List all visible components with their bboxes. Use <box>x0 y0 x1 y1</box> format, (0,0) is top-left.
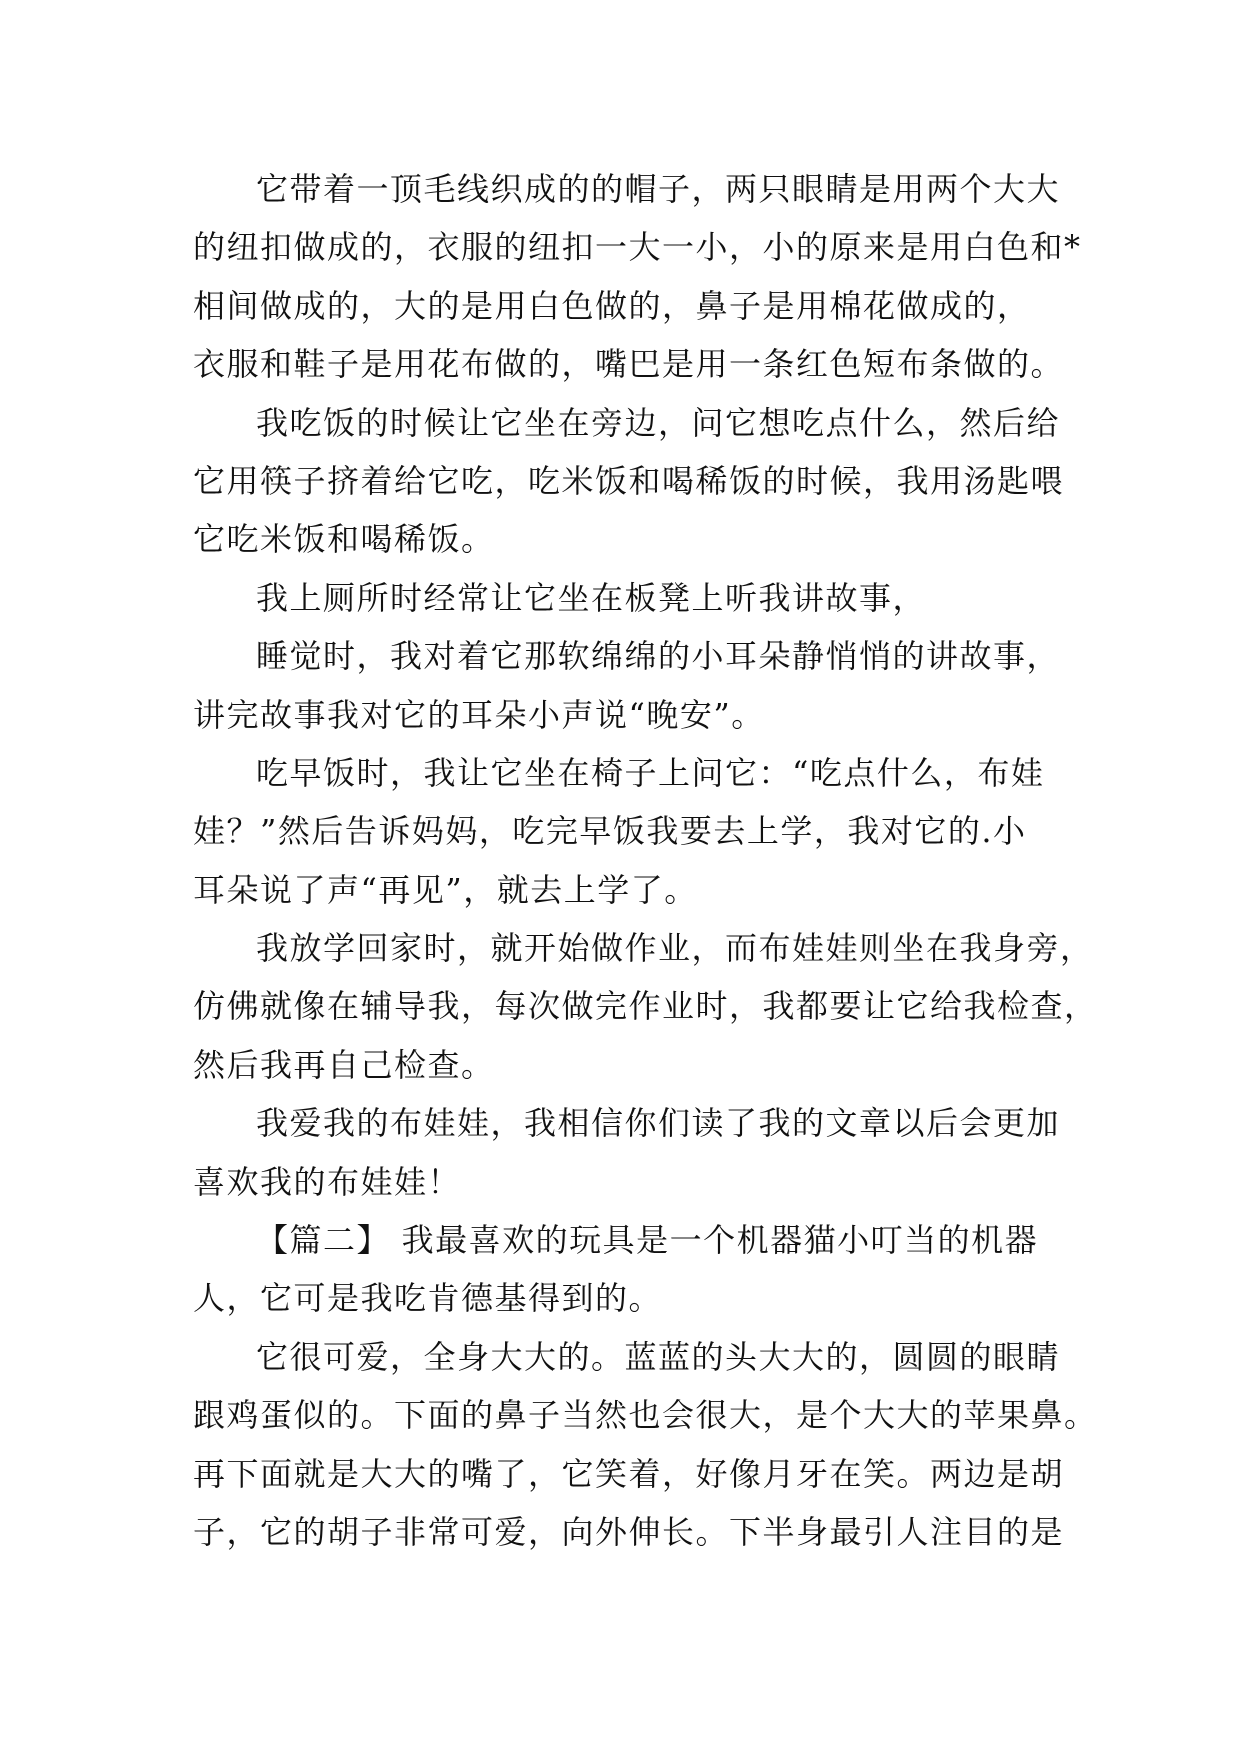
paragraph-line: 它很可爱，全身大大的。蓝蓝的头大大的，圆圆的眼睛 <box>256 1337 1061 1376</box>
paragraph-line: 耳朵说了声“再见”，就去上学了。 <box>193 870 698 909</box>
paragraph-line: 吃早饭时，我让它坐在椅子上问它：“吃点什么，布娃 <box>256 753 1045 792</box>
paragraph-line: 我爱我的布娃娃，我相信你们读了我的文章以后会更加 <box>256 1104 1061 1143</box>
paragraph-line: 衣服和鞋子是用花布做的，嘴巴是用一条红色短布条做的。 <box>193 345 1065 384</box>
paragraph-line: 我吃饭的时候让它坐在旁边，问它想吃点什么，然后给 <box>256 403 1061 442</box>
paragraph-line: 相间做成的，大的是用白色做的，鼻子是用棉花做成的， <box>193 286 1031 325</box>
paragraph-line: 它带着一顶毛线织成的的帽子，两只眼睛是用两个大大 <box>256 170 1061 208</box>
paragraph-line: 睡觉时，我对着它那软绵绵的小耳朵静悄悄的讲故事， <box>256 637 1061 676</box>
paragraph-line: 讲完故事我对它的耳朵小声说“晚安”。 <box>193 695 765 734</box>
section-heading-line: 【篇二】 我最喜欢的玩具是一个机器猫小叮当的机器 <box>256 1221 1039 1260</box>
paragraph-line: 跟鸡蛋似的。下面的鼻子当然也会很大，是个大大的苹果鼻。 <box>193 1396 1098 1435</box>
paragraph-line: 娃？”然后告诉妈妈，吃完早饭我要去上学，我对它的.小 <box>193 812 1027 851</box>
paragraph-line: 人，它可是我吃肯德基得到的。 <box>193 1279 663 1318</box>
paragraph-line: 的纽扣做成的，衣服的纽扣一大一小，小的原来是用白色和* <box>193 228 1082 267</box>
body-text <box>193 160 1098 1561</box>
paragraph-line: 然后我再自己检查。 <box>193 1045 495 1084</box>
paragraph-line: 喜欢我的布娃娃！ <box>193 1162 462 1201</box>
paragraph-line: 我放学回家时，就开始做作业，而布娃娃则坐在我身旁， <box>256 929 1094 968</box>
paragraph-line: 它吃米饭和喝稀饭。 <box>193 520 495 559</box>
paragraph-line: 它用筷子挤着给它吃，吃米饭和喝稀饭的时候，我用汤匙喂 <box>193 461 1065 500</box>
paragraph-line: 仿佛就像在辅导我，每次做完作业时，我都要让它给我检查， <box>193 987 1098 1026</box>
paragraph-line: 再下面就是大大的嘴了，它笑着，好像月牙在笑。两边是胡 <box>193 1454 1065 1493</box>
paragraph-line: 我上厕所时经常让它坐在板凳上听我讲故事， <box>256 578 927 617</box>
paragraph-line: 子，它的胡子非常可爱，向外伸长。下半身最引人注目的是 <box>193 1512 1065 1551</box>
